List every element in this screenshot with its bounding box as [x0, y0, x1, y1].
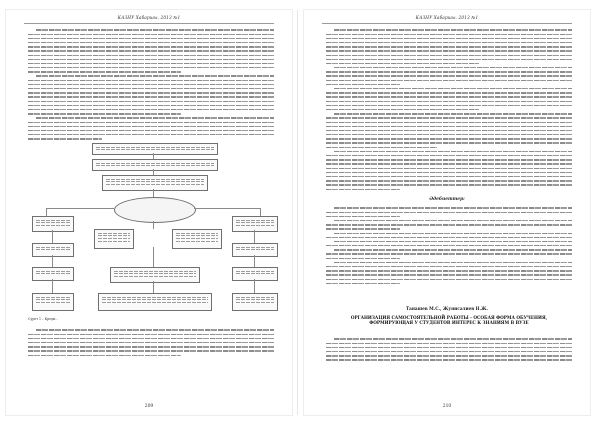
diagram-third-box	[102, 175, 208, 191]
flow-diagram	[32, 143, 276, 313]
article-title: ОРГАНИЗАЦИЯ САМОСТОЯТЕЛЬНОЙ РАБОТЫ - ОСОБАЯ ФОРМА ОБУЧЕНИЯ, ФОРМИРУЮЩАЯ У СТУДЕНТОВ ИНТЕРЕС К ЗНАНИЯМ В ВУЗЕ	[350, 315, 548, 325]
left-page	[6, 10, 292, 415]
diagram-right-box-3	[232, 267, 278, 281]
body-text-bottom	[28, 328, 274, 357]
diagram-bottom-center-box	[110, 267, 200, 283]
header-rule	[24, 23, 274, 24]
diagram-right-box-4	[232, 293, 278, 311]
diagram-right-box-1	[232, 216, 278, 232]
body-text-top	[28, 28, 274, 141]
right-page	[304, 10, 590, 415]
diagram-mid-box-right	[172, 229, 222, 249]
page-header: КАЗНУ Хабаршы. 2013 №1	[117, 16, 181, 21]
diagram-center-ellipse	[114, 197, 196, 223]
diagram-second-box	[92, 159, 218, 171]
diagram-top-box	[92, 143, 218, 155]
diagram-bottom-wide-box	[98, 293, 212, 311]
body-text-main	[326, 28, 572, 191]
diagram-mid-box-left	[94, 229, 134, 249]
header-rule	[322, 23, 572, 24]
article-authors: Танашев М.С., Жунисалиев Н.Ж.	[405, 306, 488, 311]
article-body	[326, 337, 572, 362]
diagram-left-box-1	[32, 216, 74, 232]
figure-caption: Сурет 1 – Креди...	[28, 317, 59, 321]
diagram-left-box-4	[32, 293, 74, 311]
references-list	[326, 206, 572, 286]
page-header: КАЗНУ Хабаршы. 2013 №1	[415, 16, 479, 21]
page-number: 209	[144, 404, 154, 409]
book-spine	[297, 10, 298, 415]
diagram-left-box-2	[32, 243, 74, 257]
page-number: 210	[442, 404, 452, 409]
diagram-right-box-2	[232, 243, 278, 257]
diagram-left-box-3	[32, 267, 74, 281]
references-heading: Әдебиеттер:	[429, 197, 465, 202]
